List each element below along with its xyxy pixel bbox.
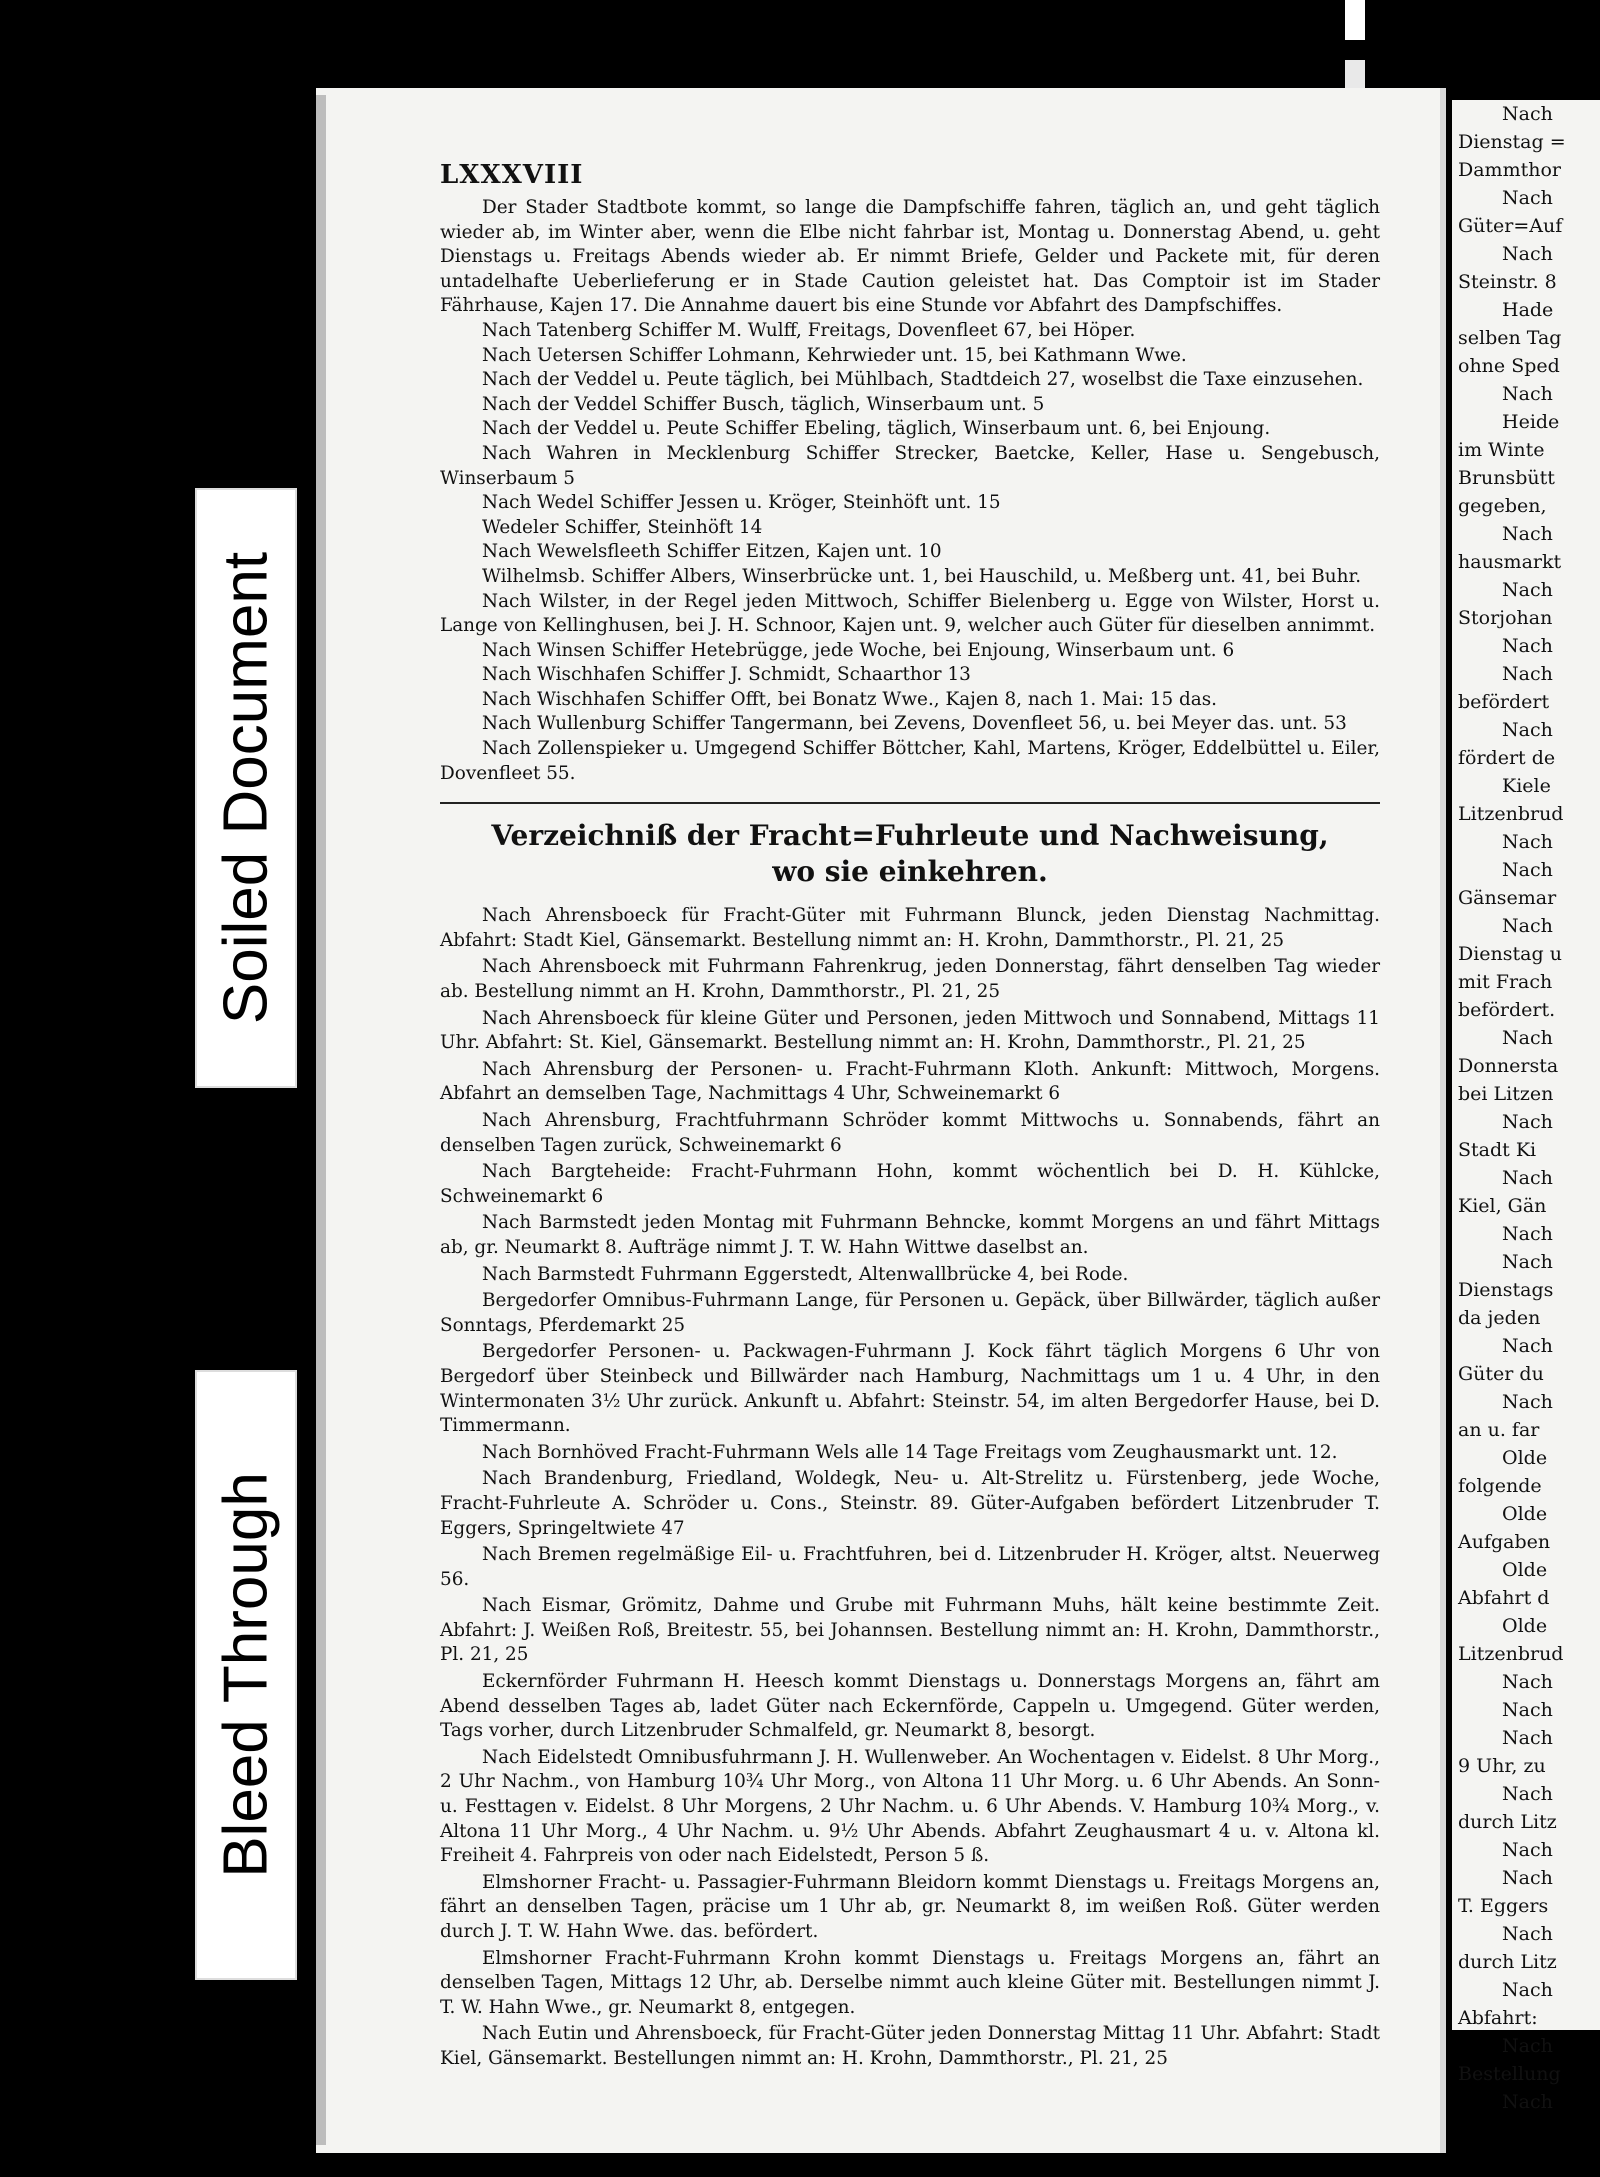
section-carters: [440, 904, 1380, 2071]
list-item: Nach Bremen regelmäßige Eil- u. Frachtfuhren, bei d. Litzenbruder H. Kröger, altst. Neuerweg 56.: [440, 1544, 1380, 1590]
adjacent-fragment: Nach: [1502, 1783, 1553, 1805]
adjacent-fragment: Nach: [1502, 103, 1553, 125]
list-item: Elmshorner Fracht- u. Passagier-Fuhrmann Bleidorn kommt Dienstags u. Freitags Morgens an, fährt an denselben Tagen, präcise um 1 Uhr ab, gr. Neumarkt 8, im weißen Roß. Güter werden durch J. T. W. Hahn Wwe. das. befördert.: [440, 1871, 1380, 1942]
list-item: Bergedorfer Personen- u. Packwagen-Fuhrmann J. Kock fährt täglich Morgens 6 Uhr von Bergedorf über Steinbeck und Billwärder nach Hamburg, Nachmittags um 1 u. 4 Uhr, in den Wintermonaten 3½ Uhr zurück. Ankunft u. Abfahrt: Steinstr. 54, im alten Bergedorfer Hause, bei D. Timmermann.: [440, 1341, 1380, 1437]
tape-strip-top: [1345, 0, 1365, 40]
list-item: Nach Eutin und Ahrensboeck, für Fracht-Güter jeden Donnerstag Mittag 11 Uhr. Abfahrt: Stadt Kiel, Gänsemarkt. Bestellungen nimmt an: H. Krohn, Dammthorstr., Pl. 21, 25: [440, 2023, 1380, 2069]
adjacent-fragment: Nach: [1502, 523, 1553, 545]
adjacent-fragment: Nach: [1502, 1727, 1553, 1749]
adjacent-fragment: gegeben,: [1458, 495, 1547, 517]
adjacent-fragment: Nach: [1502, 915, 1553, 937]
adjacent-fragment: Hade: [1502, 299, 1554, 321]
adjacent-fragment: Olde: [1502, 1559, 1548, 1581]
adjacent-fragment: Nach: [1502, 1979, 1553, 2001]
adjacent-fragment: Litzenbrud: [1458, 1643, 1564, 1665]
list-item: Nach Wischhafen Schiffer J. Schmidt, Schaarthor 13: [482, 664, 971, 686]
adjacent-fragment: folgende: [1458, 1475, 1542, 1497]
list-item: Nach Wewelsfleeth Schiffer Eitzen, Kajen unt. 10: [482, 541, 942, 563]
adjacent-fragment: durch Litz: [1458, 1811, 1557, 1833]
adjacent-fragment: Nach: [1502, 1223, 1553, 1245]
list-item: Nach Bornhöved Fracht-Fuhrmann Wels alle 14 Tage Freitags vom Zeughausmarkt unt. 12.: [482, 1441, 1338, 1463]
adjacent-fragment: Nach: [1502, 1839, 1553, 1861]
list-item: Nach der Veddel u. Peute täglich, bei Mühlbach, Stadtdeich 27, woselbst die Taxe einzusehen.: [482, 369, 1364, 391]
adjacent-fragment: 9 Uhr, zu: [1458, 1755, 1546, 1777]
adjacent-fragment: Nach: [1502, 831, 1553, 853]
adjacent-fragment: Nach: [1502, 383, 1553, 405]
adjacent-fragment: Nach: [1502, 2091, 1553, 2113]
adjacent-page: [1452, 100, 1600, 2113]
adjacent-fragment: Nach: [1502, 1923, 1553, 1945]
adjacent-fragment: Nach: [1502, 1699, 1553, 1721]
adjacent-fragment: Dienstag u: [1458, 943, 1562, 965]
adjacent-fragment: Storjohan: [1458, 607, 1553, 629]
page-content: [440, 160, 1380, 2074]
adjacent-fragment: Abfahrt d: [1458, 1587, 1550, 1609]
list-item: Nach Wahren in Mecklenburg Schiffer Strecker, Baetcke, Keller, Hase u. Sengebusch, Winserbaum 5: [440, 442, 1380, 489]
list-item: Nach Uetersen Schiffer Lohmann, Kehrwieder unt. 15, bei Kathmann Wwe.: [482, 344, 1187, 366]
adjacent-fragment: Nach: [1502, 1391, 1553, 1413]
list-item: Nach Ahrensboeck für kleine Güter und Personen, jeden Mittwoch und Sonnabend, Mittags 11 Uhr. Abfahrt: St. Kiel, Gänsemarkt. Bestellung nimmt an: H. Krohn, Dammthorstr., Pl. 21, 25: [440, 1007, 1380, 1054]
adjacent-fragment: Nach: [1502, 1111, 1553, 1133]
adjacent-fragment: Kiele: [1502, 775, 1551, 797]
list-item: Bergedorfer Omnibus-Fuhrmann Lange, für Personen u. Gepäck, über Billwärder, täglich außer Sonntags, Pferdemarkt 25: [440, 1290, 1380, 1336]
page-edge: [316, 95, 326, 2145]
list-item: Nach Eismar, Grömitz, Dahme und Grube mit Fuhrmann Muhs, hält keine bestimmte Zeit. Abfahrt: J. Weißen Roß, Breitestr. 55, bei Johannsen. Bestellung nimmt an: H. Krohn, Dammthorstr., Pl. 21, 25: [440, 1595, 1380, 1666]
adjacent-fragment: durch Litz: [1458, 1951, 1557, 1973]
adjacent-fragment: selben Tag: [1458, 327, 1562, 349]
adjacent-fragment: Aufgaben: [1458, 1531, 1551, 1553]
adjacent-fragment: Nach: [1502, 187, 1553, 209]
adjacent-fragment: Nach: [1502, 859, 1553, 881]
adjacent-fragment: Nach: [1502, 719, 1553, 741]
list-item: Nach der Veddel u. Peute Schiffer Ebeling, täglich, Winserbaum unt. 6, bei Enjoung.: [482, 418, 1271, 440]
adjacent-fragment: fördert de: [1458, 747, 1556, 769]
list-item: Nach Barmstedt Fuhrmann Eggerstedt, Altenwallbrücke 4, bei Rode.: [482, 1263, 1129, 1285]
adjacent-fragment: Dienstag =: [1458, 131, 1566, 153]
adjacent-fragment: an u. far: [1458, 1419, 1540, 1441]
adjacent-fragment: Güter=Auf: [1458, 215, 1563, 237]
list-item: Nach Ahrensboeck für Fracht-Güter mit Fuhrmann Blunck, jeden Dienstag Nachmittag. Abfahrt: Stadt Kiel, Gänsemarkt. Bestellung nimmt an: H. Krohn, Dammthorstr., Pl. 21, 25: [440, 905, 1380, 951]
adjacent-fragment: Litzenbrud: [1458, 803, 1564, 825]
adjacent-fragment: im Winte: [1458, 439, 1545, 461]
adjacent-fragment: Heide: [1502, 411, 1560, 433]
label-soiled-document: [195, 488, 297, 1088]
adjacent-fragment: Nach: [1502, 2035, 1553, 2057]
list-item: Nach Wullenburg Schiffer Tangermann, bei Zevens, Dovenfleet 56, u. bei Meyer das. unt. 53: [482, 713, 1347, 735]
adjacent-fragment: T. Eggers: [1458, 1895, 1549, 1917]
heading-line-2: wo sie einkehren.: [772, 855, 1048, 889]
list-item: Nach Barmstedt jeden Montag mit Fuhrmann Behncke, kommt Morgens an und fährt Mittags ab, gr. Neumarkt 8. Aufträge nimmt J. T. W. Hahn Wittwe daselbst an.: [440, 1212, 1380, 1258]
adjacent-fragment: hausmarkt: [1458, 551, 1562, 573]
list-item: Nach Zollenspieker u. Umgegend Schiffer Böttcher, Kahl, Martens, Kröger, Eddelbüttel u. Eiler, Dovenfleet 55.: [440, 738, 1380, 784]
list-item: Nach Ahrensboeck mit Fuhrmann Fahrenkrug, jeden Donnerstag, fährt denselben Tag wieder ab. Bestellung nimmt an H. Krohn, Dammthorstr., Pl. 21, 25: [440, 956, 1380, 1003]
adjacent-fragment: ohne Sped: [1458, 355, 1560, 377]
adjacent-fragment: Olde: [1502, 1615, 1548, 1637]
adjacent-fragment: Abfahrt:: [1458, 2007, 1538, 2029]
adjacent-fragment: Nach: [1502, 579, 1553, 601]
adjacent-fragment: bei Litzen: [1458, 1083, 1554, 1105]
adjacent-fragment: Nach: [1502, 1167, 1553, 1189]
adjacent-fragment: befördert.: [1458, 999, 1556, 1021]
list-item: Nach Brandenburg, Friedland, Woldegk, Neu- u. Alt-Strelitz u. Fürstenberg, jede Woche, Fracht-Fuhrleute A. Schröder u. Cons., Steinstr. 89. Güter-Aufgaben befördert Litzenbruder T. Eggers, Springeltwiete 47: [440, 1468, 1380, 1539]
adjacent-fragment: befördert: [1458, 691, 1550, 713]
adjacent-fragment: Olde: [1502, 1503, 1548, 1525]
adjacent-fragment: Nach: [1502, 1671, 1553, 1693]
adjacent-fragment: Dammthor: [1458, 159, 1561, 181]
adjacent-fragment: Nach: [1502, 1867, 1553, 1889]
list-item: Nach Eidelstedt Omnibusfuhrmann J. H. Wullenweber. An Wochentagen v. Eidelst. 8 Uhr Morg., 2 Uhr Nachm., von Hamburg 10¾ Uhr Morg., von Altona 11 Uhr Morg. u. 6 Uhr Abends. An Sonn- u. Festtagen v. Eidelst. 8 Uhr Morgens, 2 Uhr Nachm. u. 6 Uhr Abends. V. Hamburg 10¾ Morg., v. Altona 11 Uhr Morg., 4 Uhr Nachm. u. 9½ Uhr Abends. Abfahrt Zeughausmart 4 u. v. Altona kl. Freiheit 4. Fahrpreis von oder nach Eidelstedt, Person 5 ß.: [440, 1746, 1380, 1867]
list-item: Nach Ahrensburg, Frachtfuhrmann Schröder kommt Mittwochs u. Sonnabends, fährt an denselben Tagen zurück, Schweinemarkt 6: [440, 1110, 1380, 1156]
adjacent-page-fragments: [1452, 100, 1600, 2116]
adjacent-fragment: mit Frach: [1458, 971, 1553, 993]
list-item: Nach der Veddel Schiffer Busch, täglich, Winserbaum unt. 5: [482, 393, 1045, 415]
adjacent-fragment: Dienstags: [1458, 1279, 1554, 1301]
adjacent-fragment: Olde: [1502, 1447, 1548, 1469]
adjacent-fragment: Nach: [1502, 1027, 1553, 1049]
adjacent-fragment: Steinstr. 8: [1458, 271, 1557, 293]
list-item: Nach Wedel Schiffer Jessen u. Kröger, Steinhöft unt. 15: [482, 492, 1001, 514]
adjacent-fragment: Bestellung: [1458, 2063, 1561, 2085]
adjacent-fragment: Stadt Ki: [1458, 1139, 1537, 1161]
list-item: Nach Tatenberg Schiffer M. Wulff, Freitags, Dovenfleet 67, bei Höper.: [482, 319, 1136, 341]
adjacent-fragment: Nach: [1502, 243, 1553, 265]
list-item: Nach Ahrensburg der Personen- u. Fracht-Fuhrmann Kloth. Ankunft: Mittwoch, Morgens. Abfahrt an demselben Tage, Nachmittags 4 Uhr, Schweinemarkt 6: [440, 1058, 1380, 1105]
list-item: Nach Wischhafen Schiffer Offt, bei Bonatz Wwe., Kajen 8, nach 1. Mai: 15 das.: [482, 688, 1218, 710]
list-item: Wedeler Schiffer, Steinhöft 14: [482, 516, 763, 538]
adjacent-fragment: Nach: [1502, 635, 1553, 657]
adjacent-fragment: Nach: [1502, 1335, 1553, 1357]
adjacent-fragment: Donnersta: [1458, 1055, 1559, 1077]
list-item: Nach Bargteheide: Fracht-Fuhrmann Hohn, kommt wöchentlich bei D. H. Kühlcke, Schweinemarkt 6: [440, 1161, 1380, 1207]
adjacent-fragment: Nach: [1502, 1251, 1553, 1273]
list-item: Wilhelmsb. Schiffer Albers, Winserbrücke unt. 1, bei Hauschild, u. Meßberg unt. 41, bei Buhr.: [482, 565, 1362, 587]
list-item: Elmshorner Fracht-Fuhrmann Krohn kommt Dienstags u. Freitags Morgens an, fährt an denselben Tagen, Mittags 12 Uhr, ab. Derselbe nimmt auch kleine Güter mit. Bestellungen nimmt J. T. W. Hahn Wwe., gr. Neumarkt 8, entgegen.: [440, 1947, 1380, 2018]
intro-paragraph: Der Stader Stadtbote kommt, so lange die Dampfschiffe fahren, täglich an, und geht täglich wieder ab, im Winter aber, wenn die Elbe nicht fahrbar ist, Montag u. Donnerstag Abend, u. geht Dienstags u. Freitags Abends wieder ab. Er nimmt Briefe, Gelder und Packete mit, für deren untadelhafte Ueberlieferung er in Stade Caution geleistet hat. Das Comptoir ist im Stader Fährhause, Kajen 17. Die Annahme dauert bis eine Stunde vor Abfahrt des Dampfschiffes.: [440, 197, 1380, 317]
adjacent-fragment: Güter du: [1458, 1363, 1544, 1385]
heading-line-1: Verzeichniß der Fracht=Fuhrleute und Nachweisung,: [491, 819, 1329, 853]
section-heading: [440, 818, 1380, 890]
label-soiled-text: Soiled Document: [211, 551, 281, 1025]
adjacent-fragment: Nach: [1502, 663, 1553, 685]
list-item: Nach Wilster, in der Regel jeden Mittwoch, Schiffer Bielenberg u. Egge von Wilster, Horst u. Lange von Kellinghusen, bei J. H. Schnoor, Kajen unt. 9, welcher auch Güter für dieselben annimmt.: [440, 590, 1380, 637]
label-bleed-text: Bleed Through: [211, 1472, 281, 1878]
adjacent-fragment: Gänsemar: [1458, 887, 1557, 909]
adjacent-fragment: da jeden: [1458, 1307, 1541, 1329]
adjacent-fragment: Kiel, Gän: [1458, 1195, 1547, 1217]
section-ships: [440, 319, 1380, 786]
adjacent-fragment: Brunsbütt: [1458, 467, 1555, 489]
section-divider: [440, 802, 1380, 804]
list-item: Eckernförder Fuhrmann H. Heesch kommt Dienstags u. Donnerstags Morgens an, fährt am Abend desselben Tages ab, ladet Güter nach Eckernförde, Cappeln u. Umgegend. Güter werden, Tags vorher, durch Litzenbruder Schmalfeld, gr. Neumarkt 8, besorgt.: [440, 1671, 1380, 1742]
list-item: Nach Winsen Schiffer Hetebrügge, jede Woche, bei Enjoung, Winserbaum unt. 6: [482, 639, 1235, 661]
label-bleed-through: [195, 1370, 297, 1980]
page-number: LXXXVIII: [440, 160, 584, 190]
